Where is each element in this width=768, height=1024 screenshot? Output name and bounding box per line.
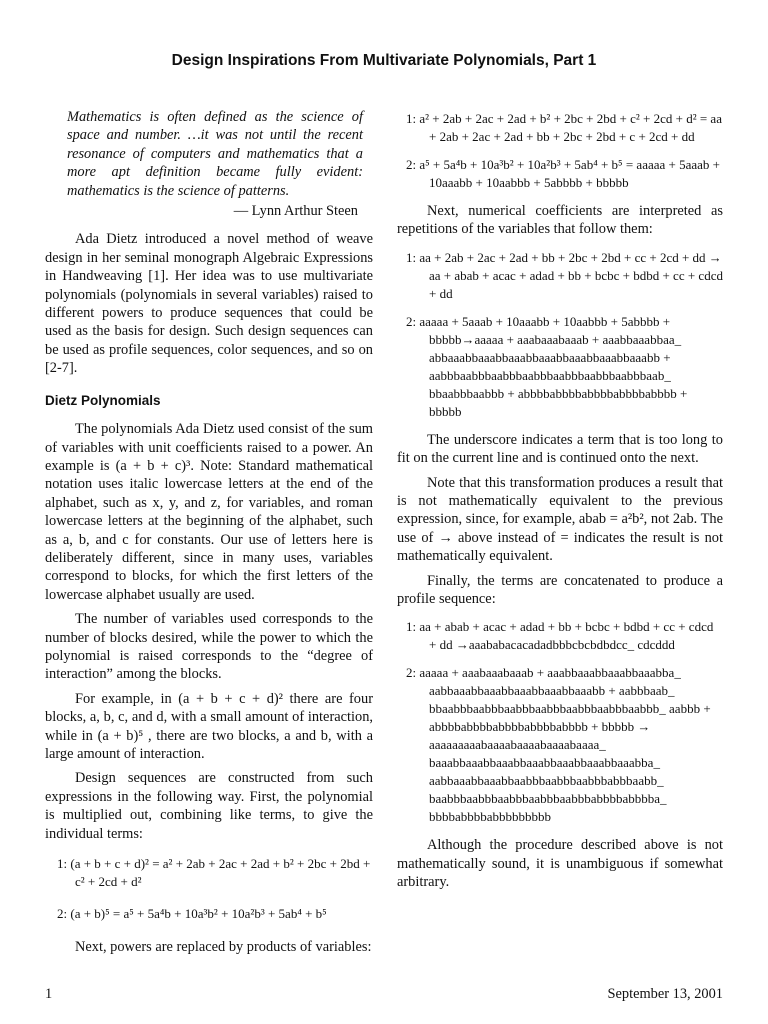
equation: 2: (a + b)⁵ = a⁵ + 5a⁴b + 10a³b² + 10a²b³ + 5ab⁴ + b⁵ — [57, 906, 327, 922]
paragraph: For example, in (a + b + c + d)² there are four blocks, a, b, c, and d, with a small amount of interaction, while in (a + b)⁵ , there are two blocks, a and b, with a large amount of interaction. — [45, 690, 373, 762]
page-number: 1 — [45, 986, 53, 1002]
section-heading: Dietz Polynomials — [45, 392, 161, 408]
intro-paragraph: Ada Dietz introduced a novel method of weave design in her seminal monograph Algebraic Expressions in Handweaving [1]. Her idea was to use multivariate polynomials (polynomials in several variables) raised to different powers to produce sequences that could be used as the basis for design. Such design sequences can be used as profile sequences, color sequences, and so on [2-7]. — [45, 231, 373, 377]
epigraph-quote: Mathematics is often defined as the science of space and number. …it was not until the recent resonance of computers and mathematics that a more apt definition became fully evident: mathematics is the science of patterns. — [67, 109, 363, 199]
epigraph-attribution: — Lynn Arthur Steen — [233, 203, 358, 220]
equation: 1: aa + 2ab + 2ac + 2ad + bb + 2bc + 2bd + cc + 2cd + dd → aa + abab + acac + adad + bb + bcbc + bdbd + cc + cdcd + dd — [406, 249, 723, 301]
equation: 2: a⁵ + 5a⁴b + 10a³b² + 10a²b³ + 5ab⁴ + b⁵ = aaaaa + 5aaab + 10aaabb + 10aabbb + 5abbbb + bbbbb — [406, 157, 720, 190]
paragraph: Design sequences are constructed from such expressions in the following way. First, the polynomial is multiplied out, combining like terms, to give the individual terms: — [45, 770, 373, 842]
paragraph: Although the procedure described above is not mathematically sound, it is unambiguous if somewhat arbitrary. — [397, 837, 723, 891]
paragraph: The underscore indicates a term that is too long to fit on the current line and is continued onto the next. — [397, 431, 723, 467]
left-column — [45, 108, 373, 956]
page-title: Design Inspirations From Multivariate Polynomials, Part 1 — [171, 52, 597, 69]
paragraph: Finally, the terms are concatenated to produce a profile sequence: — [397, 572, 723, 608]
paragraph: Next, powers are replaced by products of variables: — [75, 938, 372, 955]
right-column — [397, 110, 723, 892]
equation: 2: aaaaa + aaabaaabaaab + aaabbaaabbaaabbaaabba_ aabbaaabbaaabbaaabbaaabbaaabb + aabbbaab_ bbaabbbaabbbaabbbaabbbaabbbaabbbaabbb_ aabbb + abbbbabbbbabbbbabbbbabbbb + bbbbb → aaaaaaaaabaaaabaaaabaaaabaaaa_ baaabbaaabbaaabbaaabbaaabbaaabbaaabba_ aabbaaabbaaabbaabbbaabbbaabbbabbbaabb_ baabbbaabbbaabbbaabbbaabbbabbbbabbbba_ bbbbabbbbabbbbbbbbb — [406, 665, 711, 825]
paragraph: Note that this transformation produces a result that is not mathematically equivalent to the previous expression, since, for example, abab = a²b², not 2ab. The use of → above instead of = indicates the result is not mathematically equivalent. — [397, 474, 723, 565]
equation: 1: (a + b + c + d)² = a² + 2ab + 2ac + 2ad + b² + 2bc + 2bd + c² + 2cd + d² — [57, 856, 371, 890]
paragraph: The polynomials Ada Dietz used consist of the sum of variables with unit coefficients raised to a power. An example is (a + b + c)³. Note: Standard mathematical notation uses italic lowercase letters at the end of the alphabet, such as x, y, and z, for variables, and roman lowercase letters at the beginning of the alphabet, such as a, b, and c for constants. Our use of letters here is deliberately different, since in many uses, variables correspond to blocks, for which the first letters of the lowercase alphabet usually are used. — [45, 421, 373, 603]
paragraph: Next, numerical coefficients are interpreted as repetitions of the variables that follow them: — [397, 203, 723, 238]
paragraph: The number of variables used corresponds to the number of blocks desired, while the power to which the polynomial is raised corresponds to the “degree of interaction” among the blocks. — [45, 611, 373, 683]
equation: 1: a² + 2ab + 2ac + 2ad + b² + 2bc + 2bd + c² + 2cd + d² = aa + 2ab + 2ac + 2ad + bb + 2bc + 2bd + c + 2cd + dd — [406, 111, 722, 144]
footer-date: September 13, 2001 — [607, 986, 723, 1002]
equation: 1: aa + abab + acac + adad + bb + bcbc + bdbd + cc + cdcd + dd →aaababacacadadbbbcbcbdbdcc_ cdcddd — [406, 619, 714, 653]
equation: 2: aaaaa + 5aaab + 10aaabb + 10aabbb + 5abbbb + bbbbb→aaaaa + aaabaaabaaab + aaabbaaabbaa_ abbaaabbaaabbaaabbaaabbaaabbaaabbaaabb + aabbbaabbbaabbbaabbbaabbbaabbbaabbbaab_ bbaabbbaabbb + abbbbabbbbabbbbabbbbabbbb + bbbbb — [406, 313, 688, 419]
